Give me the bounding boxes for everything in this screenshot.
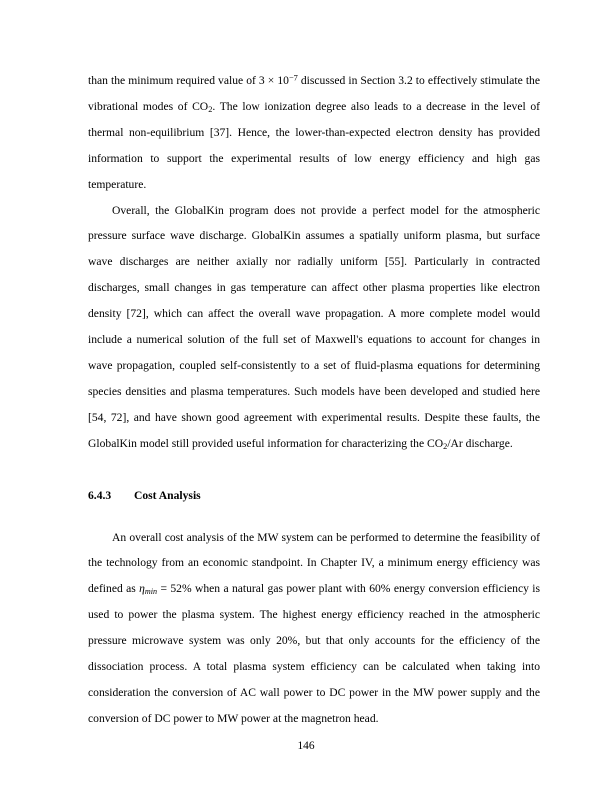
subscript-co2-second: 2 xyxy=(443,441,448,451)
paragraph-1 xyxy=(88,68,540,198)
math-eta-symbol: η xyxy=(139,582,145,596)
paragraph-1-part-a: than the minimum required value of 3 × 10 xyxy=(88,74,289,87)
paragraph-3 xyxy=(88,525,540,732)
heading-spacer-below xyxy=(88,509,540,525)
paragraph-3-part-b: = 52% when a natural gas power plant with 60% energy conversion efficiency is used to power the plasma system. The highest energy efficiency reached in the atmospheric pressure microwave system was only 20%, but that only accounts for the efficiency of the dissociation process. A total plasma system efficiency can be calculated when taking into consideration the conversion of AC wall power to DC power in the MW power supply and the conversion of DC power to MW power at the magnetron head. xyxy=(88,582,540,725)
superscript-exponent: −7 xyxy=(288,73,298,83)
paragraph-1-part-c: . The low ionization degree also leads to a decrease in the level of thermal non-equilibrium [37]. Hence, the lower-than-expected electron density has provided information to support the experimental results of low energy efficiency and high gas temperature. xyxy=(88,99,540,191)
paragraph-2-part-b: /Ar discharge. xyxy=(447,436,513,450)
section-number: 6.4.3 xyxy=(88,488,112,502)
paragraph-2 xyxy=(88,198,540,457)
paragraph-3-part-a: An overall cost analysis of the MW system can be performed to determine the feasibility of the technology from an economic standpoint. In Chapter IV, a minimum energy efficiency was defined as xyxy=(88,530,540,596)
section-heading xyxy=(88,483,540,509)
page-text-block xyxy=(88,68,540,732)
heading-spacer-above xyxy=(88,457,540,483)
paragraph-2-part-a: Overall, the GlobalKin program does not provide a perfect model for the atmospheric pressure surface wave discharge. GlobalKin assumes a spatially uniform plasma, but surface wave discharges are neither axially nor radially uniform [55]. Particularly in contracted discharges, small changes in gas temperature can affect other plasma properties like electron density [72], which can affect the overall wave propagation. A more complete model would include a numerical solution of the full set of Maxwell's equations to account for changes in wave propagation, coupled self-consistently to a set of fluid-plasma equations for determining species densities and plasma temperatures. Such models have been developed and studied here [54, 72], and have shown good agreement with experimental results. Despite these faults, the GlobalKin model still provided useful information for characterizing the CO xyxy=(88,203,540,450)
paragraph-1-part-b: discussed in Section 3.2 to effectively stimulate the vibrational modes of CO xyxy=(88,74,540,113)
page-number: 146 xyxy=(297,740,315,752)
math-eta-variable xyxy=(139,582,157,595)
section-title: Cost Analysis xyxy=(134,488,201,502)
subscript-co2-first: 2 xyxy=(208,104,213,114)
math-eta-subscript: min xyxy=(144,587,158,597)
